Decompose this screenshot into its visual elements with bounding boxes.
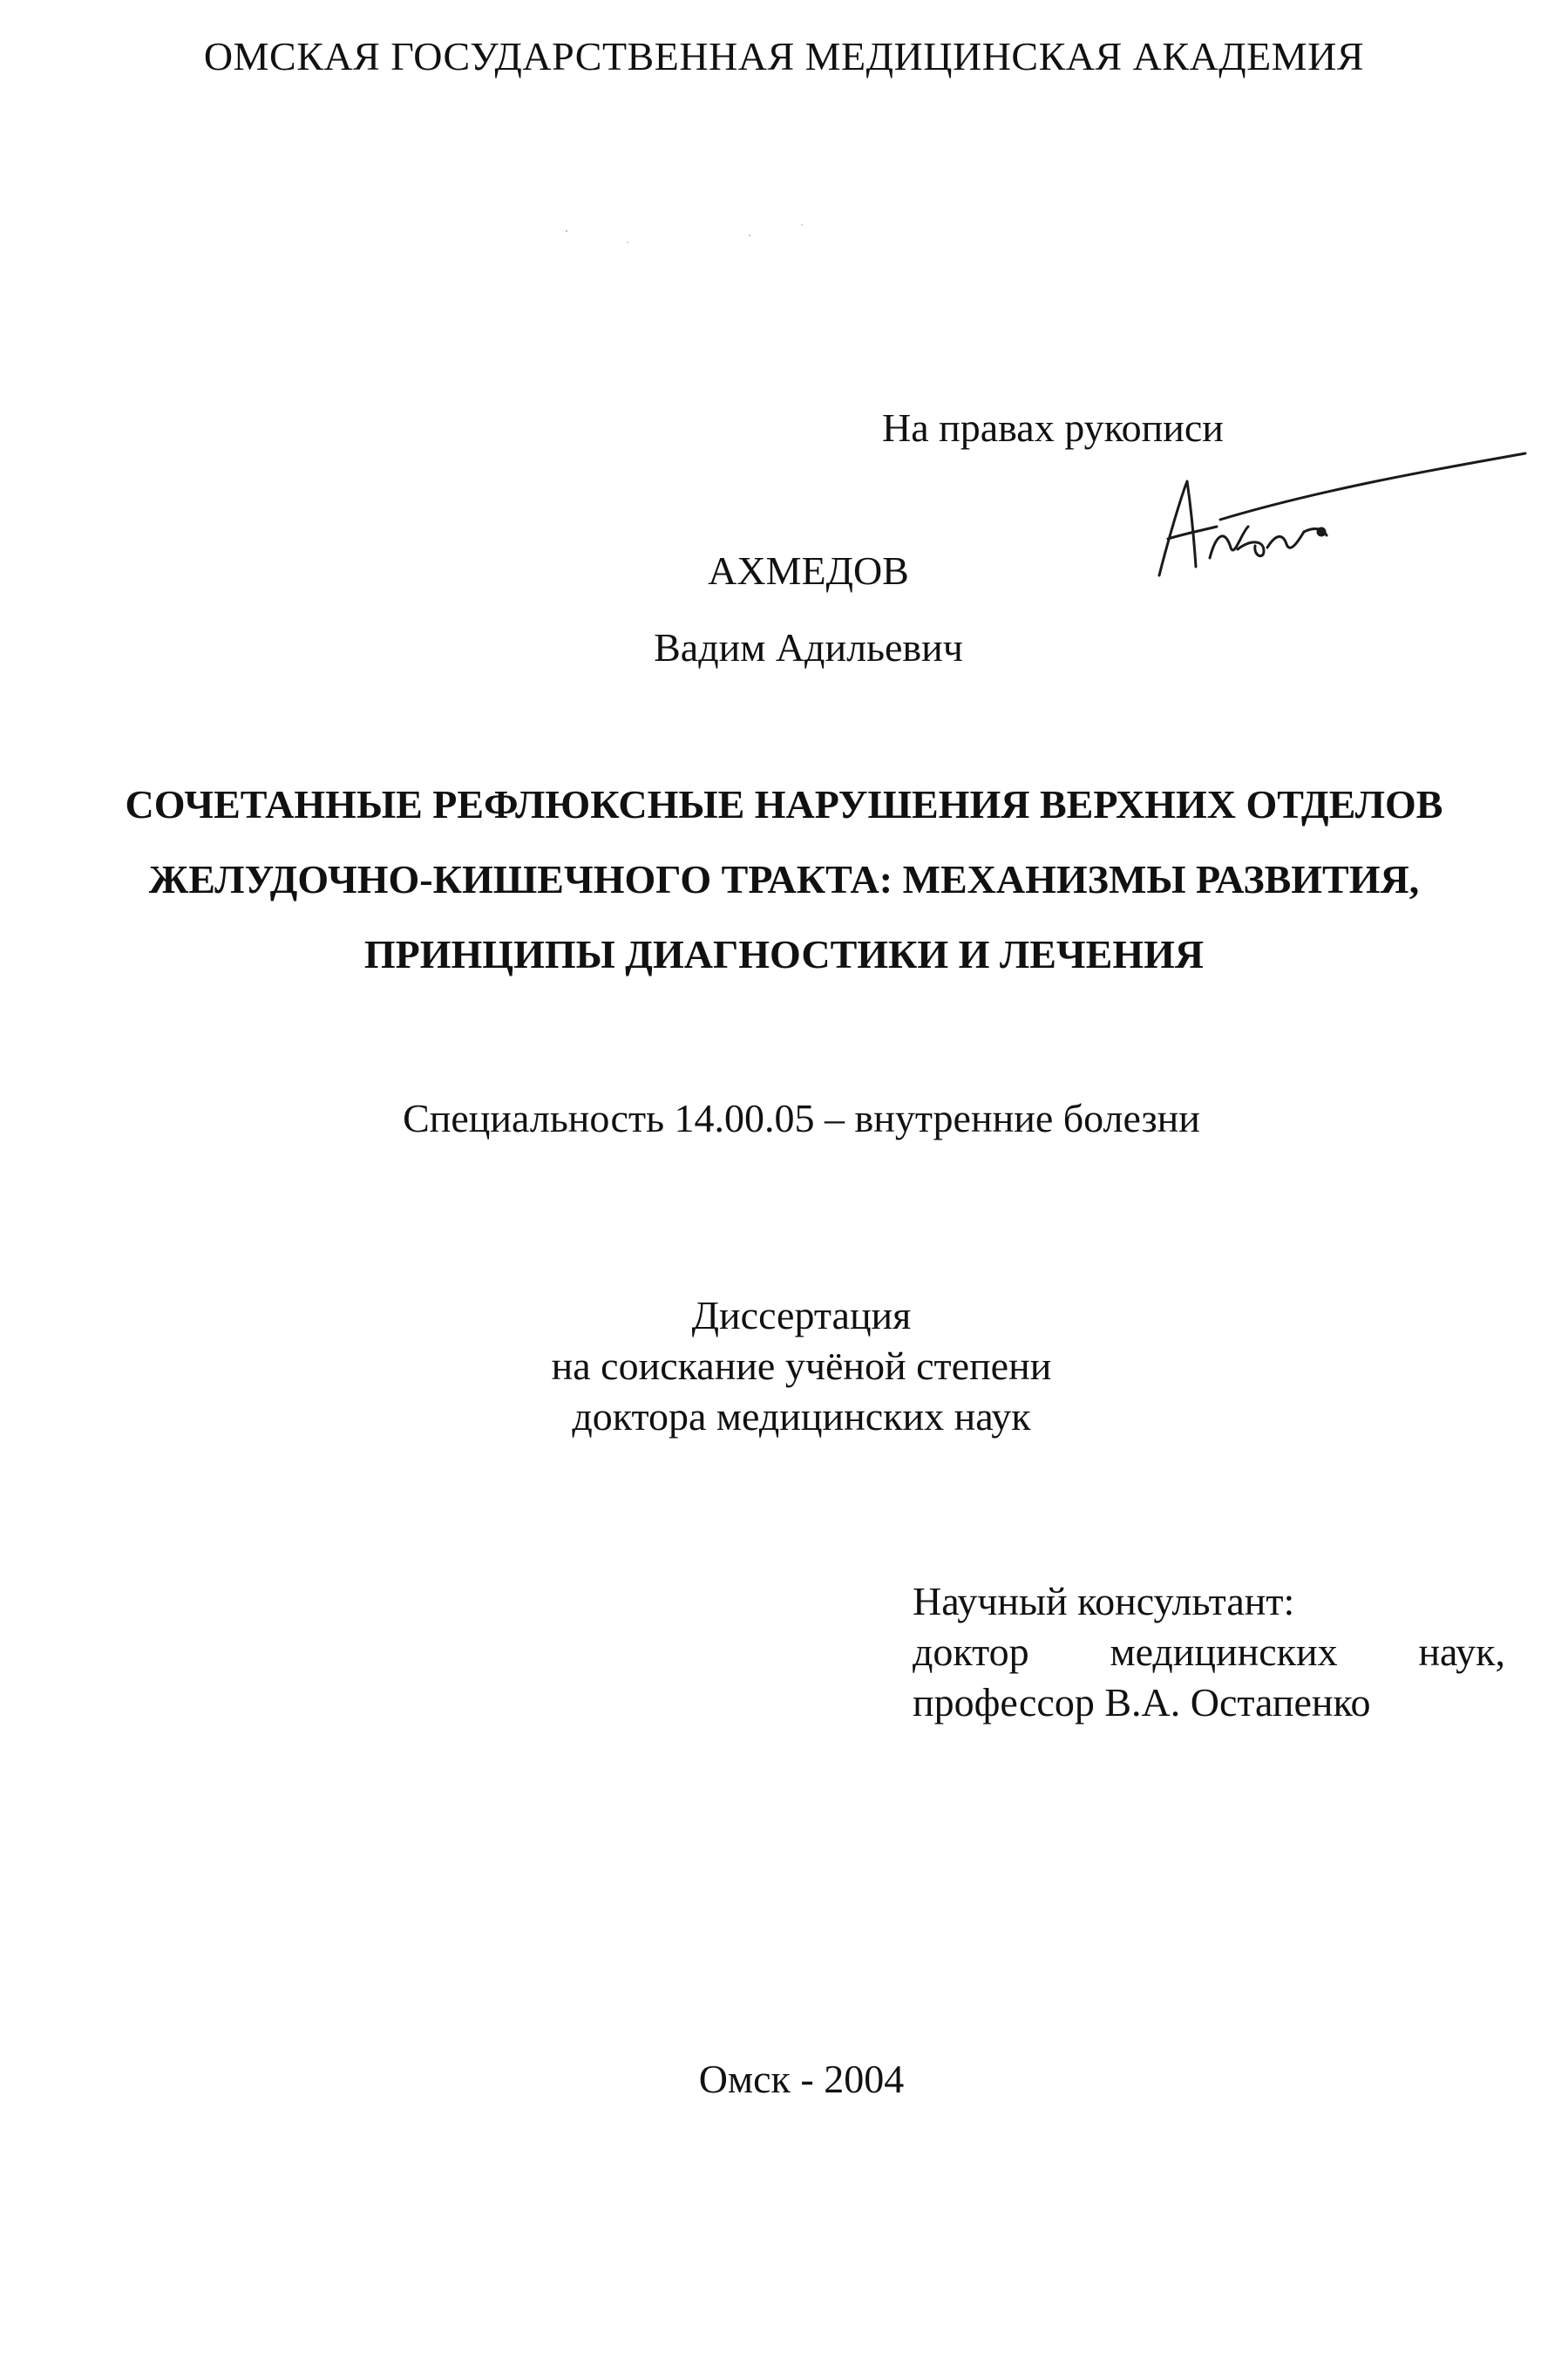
author-surname-text: АХМЕДОВ bbox=[708, 548, 909, 593]
specialty-text: Специальность 14.00.05 – внутренние болезни bbox=[403, 1096, 1200, 1140]
dissertation-line: Диссертация bbox=[691, 1293, 912, 1337]
title-line: ПРИНЦИПЫ ДИАГНОСТИКИ И ЛЕЧЕНИЯ bbox=[363, 932, 1205, 976]
manuscript-note: На правах рукописи bbox=[882, 405, 1224, 450]
consultant-degree-word: доктор bbox=[913, 1629, 1029, 1674]
city-year-text: Омск - 2004 bbox=[698, 2057, 905, 2101]
title-line: ЖЕЛУДОЧНО-КИШЕЧНОГО ТРАКТА: МЕХАНИЗМЫ РАЗВИТИЯ, bbox=[148, 857, 1420, 901]
city-year bbox=[0, 2059, 1568, 2099]
dissertation-line: доктора медицинских наук bbox=[572, 1394, 1031, 1439]
dissertation-line: на соискание учёной степени bbox=[551, 1344, 1052, 1388]
institution-name: ОМСКАЯ ГОСУДАРСТВЕННАЯ МЕДИЦИНСКАЯ АКАДЕМИЯ bbox=[203, 34, 1365, 78]
author-given-names bbox=[0, 625, 1568, 670]
consultant-degree bbox=[913, 1627, 1505, 1677]
dissertation-title bbox=[0, 767, 1568, 992]
specialty bbox=[0, 1096, 1568, 1140]
consultant-degree-word: наук, bbox=[1418, 1629, 1505, 1674]
scientific-consultant bbox=[913, 1576, 1505, 1728]
consultant-name: профессор В.А. Остапенко bbox=[913, 1680, 1371, 1725]
consultant-label: Научный консультант: bbox=[913, 1579, 1295, 1623]
dissertation-type bbox=[0, 1290, 1568, 1442]
scan-specks bbox=[523, 209, 872, 262]
author-given-names-text: Вадим Адильевич bbox=[654, 625, 963, 670]
consultant-degree-word: медицинских bbox=[1110, 1629, 1338, 1674]
title-line: СОЧЕТАННЫЕ РЕФЛЮКСНЫЕ НАРУШЕНИЯ ВЕРХНИХ ОТДЕЛОВ bbox=[125, 782, 1443, 827]
author-surname bbox=[0, 548, 1568, 593]
